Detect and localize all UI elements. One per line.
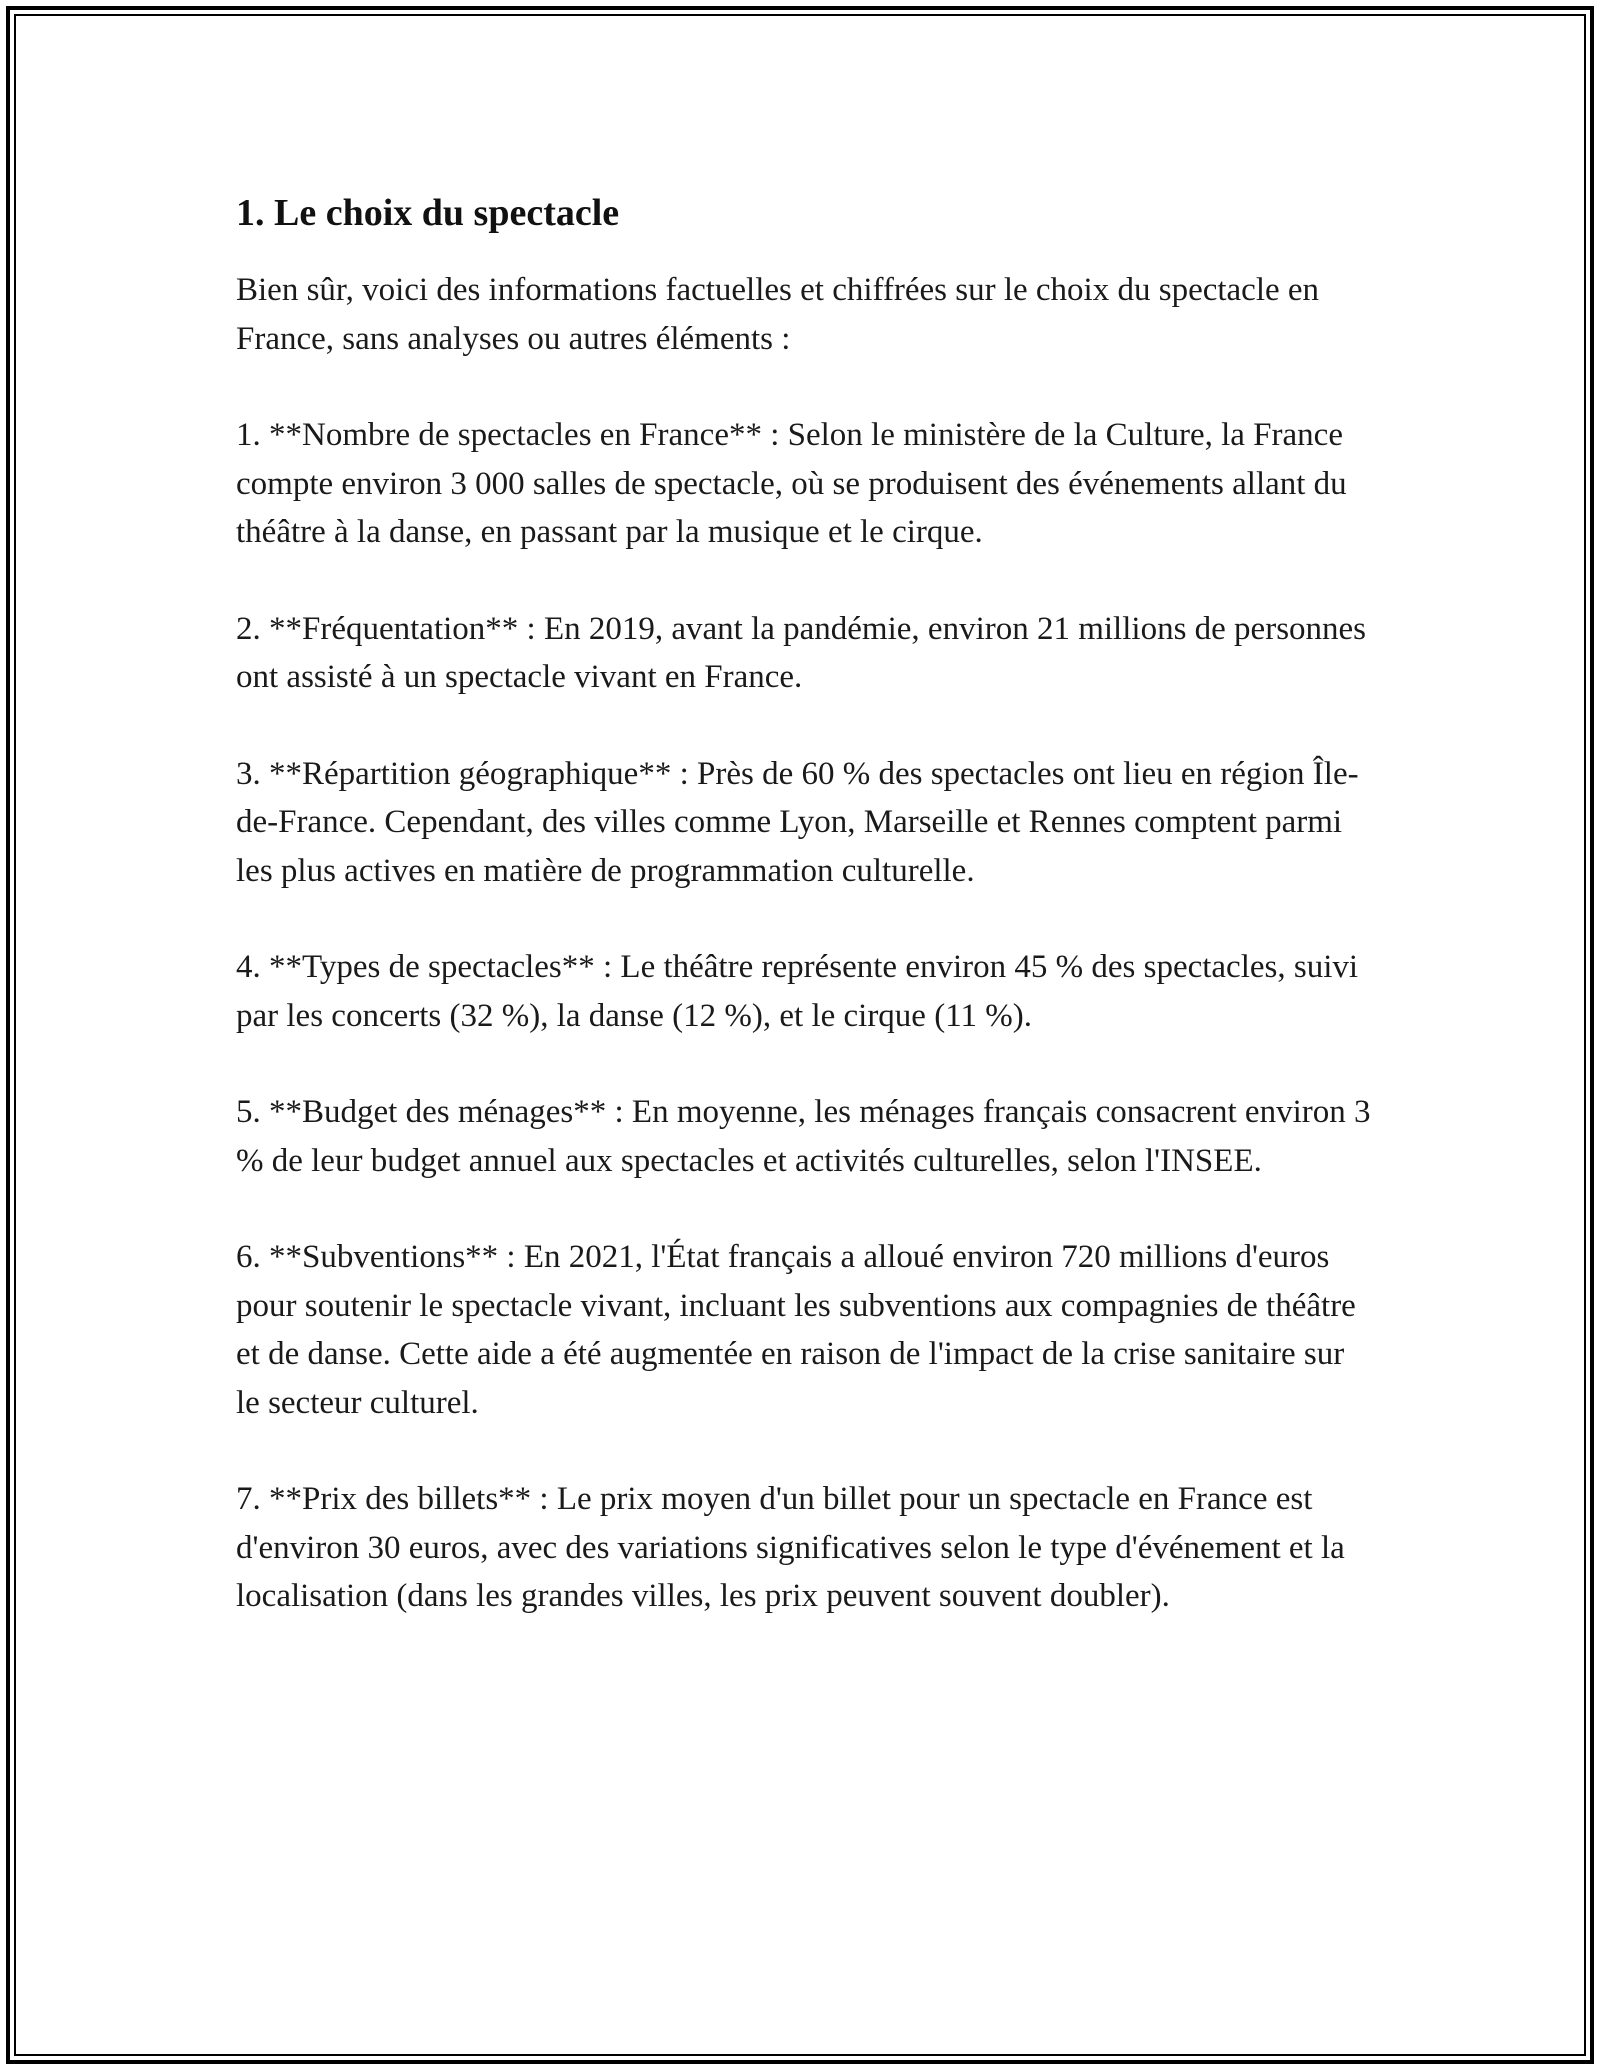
item-prix-des-billets: 7. **Prix des billets** : Le prix moyen d'un billet pour un spectacle en France est d'environ 30 euros, avec des variations significatives selon le type d'événement et la localisation (dans les grandes villes, les prix peuvent souvent doubler). — [236, 1481, 1345, 1614]
item-frequentation: 2. **Fréquentation** : En 2019, avant la pandémie, environ 21 millions de personnes ont assisté à un spectacle vivant en France. — [236, 610, 1367, 695]
document-body — [236, 186, 1376, 1669]
item-repartition-geographique: 3. **Répartition géographique** : Près de 60 % des spectacles ont lieu en région Île-de-France. Cependant, des villes comme Lyon, Marseille et Rennes comptent parmi les plus actives en matière de programmation culturelle. — [236, 755, 1359, 889]
item-nombre-de-spectacles: 1. **Nombre de spectacles en France** : Selon le ministère de la Culture, la France compte environ 3 000 salles de spectacle, où se produisent des événements allant du théâtre à la danse, en passant par la musique et le cirque. — [236, 417, 1347, 550]
item-budget-des-menages: 5. **Budget des ménages** : En moyenne, les ménages français consacrent environ 3 % de leur budget annuel aux spectacles et activités culturelles, selon l'INSEE. — [236, 1094, 1371, 1179]
item-subventions: 6. **Subventions** : En 2021, l'État français a alloué environ 720 millions d'euros pour soutenir le spectacle vivant, incluant les subventions aux compagnies de théâtre et de danse. Cette aide a été augmentée en raison de l'impact de la crise sanitaire sur le secteur culturel. — [236, 1239, 1356, 1421]
item-types-de-spectacles: 4. **Types de spectacles** : Le théâtre représente environ 45 % des spectacles, suivi par les concerts (32 %), la danse (12 %), et le cirque (11 %). — [236, 949, 1359, 1034]
section-heading: 1. Le choix du spectacle — [236, 192, 620, 234]
intro-paragraph: Bien sûr, voici des informations factuelles et chiffrées sur le choix du spectacle en France, sans analyses ou autres éléments : — [236, 272, 1320, 357]
